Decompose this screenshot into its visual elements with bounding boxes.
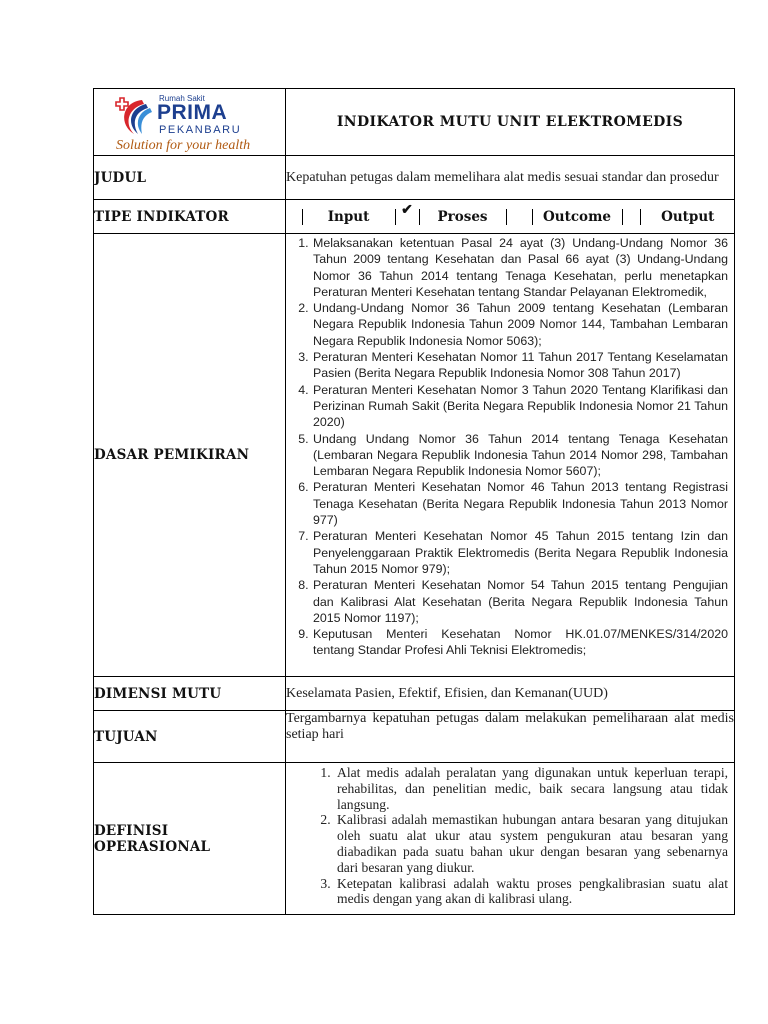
row-definisi-operasional: [94, 763, 735, 915]
judul-label: JUDUL: [94, 156, 286, 200]
logo-swoosh-icon: [112, 94, 156, 140]
checkbox-input[interactable]: [286, 209, 302, 225]
tipe-indikator-label: TIPE INDIKATOR: [94, 200, 286, 234]
logo-top-text: Rumah Sakit: [159, 94, 205, 103]
row-dasar-pemikiran: [94, 234, 735, 677]
header-row: [94, 89, 735, 156]
check-icon-proses: ✔: [401, 201, 413, 218]
list-item: 1. Melaksanakan ketentuan Pasal 24 ayat (3) Undang-Undang Nomor 36 Tahun 2009 tentang Kesehatan dan Pasal 66 ayat (3) Undang-Undang Nomor 36 Tahun 2014 tentang Tenaga Kesehatan, perlu menetapkan Peraturan Menteri Kesehatan tentang Standar Pelayanan Elektromedik,: [312, 235, 728, 300]
row-tipe-indikator: [94, 200, 735, 234]
list-item: 9. Keputusan Menteri Kesehatan Nomor HK.01.07/MENKES/314/2020 tentang Standar Profesi Ahli Teknisi Elektromedis;: [312, 626, 728, 659]
option-proses: Proses: [419, 209, 506, 225]
definisi-operasional-label: [94, 763, 286, 915]
option-output: Output: [640, 209, 735, 225]
checkbox-outcome[interactable]: [506, 209, 532, 225]
list-item: 6. Peraturan Menteri Kesehatan Nomor 46 Tahun 2013 tentang Registrasi Tenaga Kesehatan (Berita Negara Republik Indonesia Tahun 2013 Nomor 977): [312, 479, 728, 528]
dasar-pemikiran-content: [286, 234, 735, 677]
list-item: 4. Peraturan Menteri Kesehatan Nomor 3 Tahun 2020 Tentang Klarifikasi dan Perizinan Rumah Sakit (Berita Negara Republik Indonesia Nomor 21 Tahun 2020): [312, 382, 728, 431]
judul-value: Kepatuhan petugas dalam memelihara alat medis sesuai standar dan prosedur: [286, 156, 735, 200]
definisi-label-line1: DEFINISI: [94, 822, 169, 839]
dasar-pemikiran-label: DASAR PEMIKIRAN: [94, 234, 286, 677]
tujuan-label: TUJUAN: [94, 711, 286, 763]
option-outcome: Outcome: [532, 209, 622, 225]
tipe-options-grid: [286, 201, 735, 225]
list-item: 7. Peraturan Menteri Kesehatan Nomor 45 Tahun 2015 tentang Izin dan Penyelenggaraan Praktik Elektromedis (Berita Negara Republik Indonesia Tahun 2015 Nomor 979);: [312, 528, 728, 577]
indicator-document-table: [93, 88, 735, 915]
tujuan-value: Tergambarnya kepatuhan petugas dalam melakukan pemeliharaan alat medis setiap hari: [286, 711, 735, 763]
logo-brand-name: PRIMA: [157, 101, 228, 124]
checkbox-proses[interactable]: [395, 201, 419, 225]
list-item: 3. Ketepatan kalibrasi adalah waktu proses pengkalibrasian suatu alat medis dengan yang akan di kalibrasi ulang.: [334, 876, 728, 908]
list-item: 5. Undang Undang Nomor 36 Tahun 2014 tentang Tenaga Kesehatan (Lembaran Negara Republik Indonesia Tahun 2014 Nomor 298, Tambahan Lembaran Negara Republik Indonesia Nomor 5607);: [312, 431, 728, 480]
option-input: Input: [302, 209, 395, 225]
list-item: 1. Alat medis adalah peralatan yang digunakan untuk keperluan terapi, rehabilitas, dan penelitian medic, baik secara langsung atau tidak langsung.: [334, 765, 728, 812]
tipe-indikator-options: [286, 200, 735, 234]
row-judul: [94, 156, 735, 200]
list-item: 8. Peraturan Menteri Kesehatan Nomor 54 Tahun 2015 tentang Pengujian dan Kalibrasi Alat Kesehatan (Berita Negara Republik Indonesia Tahun 2015 Nomor 1197);: [312, 577, 728, 626]
checkbox-output[interactable]: [622, 209, 640, 225]
dasar-pemikiran-list: [286, 234, 734, 660]
definisi-list: [286, 763, 734, 909]
logo-city: PEKANBARU: [159, 124, 242, 136]
list-item: 2. Kalibrasi adalah memastikan hubungan antara besaran yang ditujukan oleh suatu alat ukur atau system pengukuran atau besaran yang diabadikan pada suatu bahan ukur dengan besaran yang sebenarnya dari besaran yang diukur.: [334, 812, 728, 875]
logo-cell: [94, 89, 286, 156]
logo-tagline: Solution for your health: [116, 138, 251, 153]
definisi-operasional-content: [286, 763, 735, 915]
document-title: INDIKATOR MUTU UNIT ELEKTROMEDIS: [286, 89, 735, 156]
row-dimensi-mutu: [94, 677, 735, 711]
definisi-label-line2: OPERASIONAL: [94, 838, 211, 855]
list-item: 3. Peraturan Menteri Kesehatan Nomor 11 Tahun 2017 Tentang Keselamatan Pasien (Berita Negara Republik Indonesia Nomor 308 Tahun 2017): [312, 349, 728, 382]
hospital-logo: [112, 94, 292, 154]
dimensi-mutu-value: Keselamata Pasien, Efektif, Efisien, dan Kemanan(UUD): [286, 677, 735, 711]
row-tujuan: [94, 711, 735, 763]
dimensi-mutu-label: DIMENSI MUTU: [94, 677, 286, 711]
list-item: 2. Undang-Undang Nomor 36 Tahun 2009 tentang Kesehatan (Lembaran Negara Republik Indonesia Tahun 2009 Nomor 144, Tambahan Lembaran Negara Republik Indonesia Nomor 5063);: [312, 300, 728, 349]
